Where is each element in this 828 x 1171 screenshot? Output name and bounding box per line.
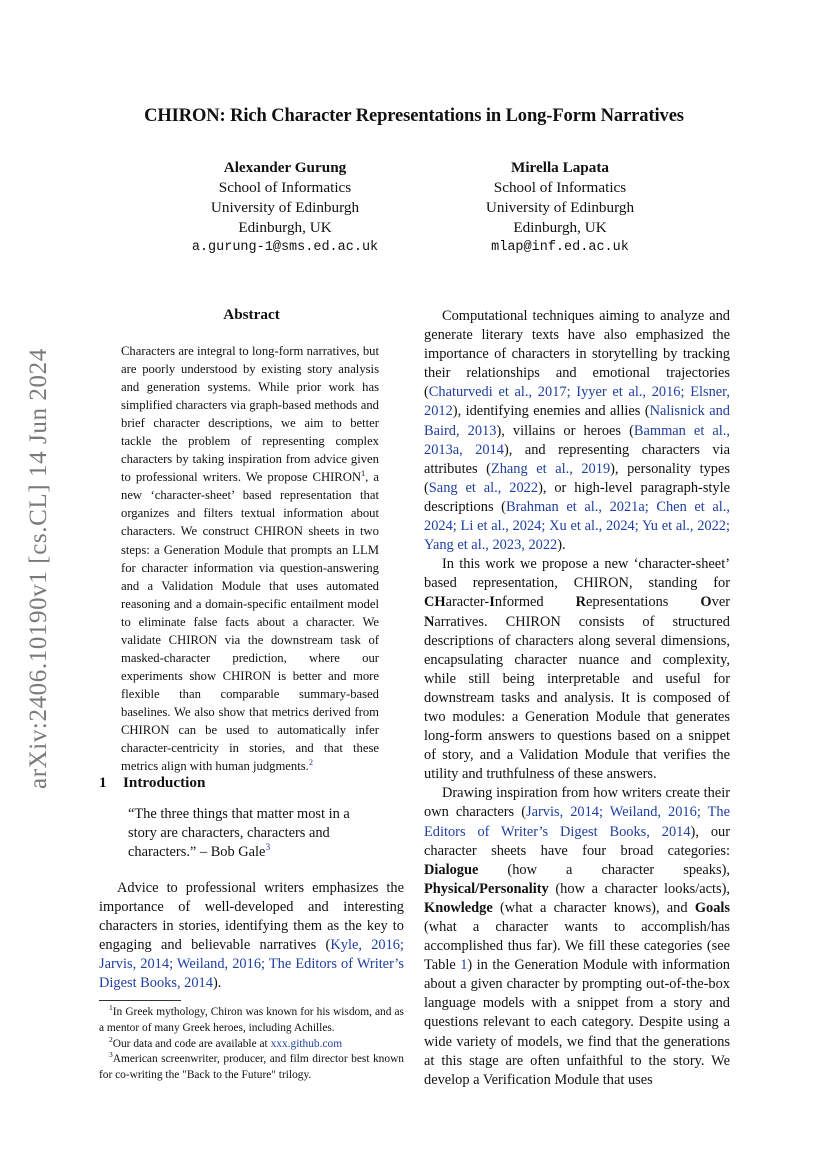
author-email[interactable]: mlap@inf.ed.ac.uk	[491, 240, 629, 255]
code-link[interactable]: xxx.github.com	[270, 1037, 343, 1050]
paragraph	[424, 307, 730, 555]
category-term: Physical/Personality	[424, 880, 549, 897]
paragraph-text: ).	[212, 975, 222, 992]
quote-text: “The three things that matter most in a story are characters, characters and characters.” – Bob Gale	[128, 806, 350, 861]
citation-link[interactable]: Nalisnick and Baird, 2013	[424, 403, 730, 439]
author-affiliation: University of Edinburgh	[210, 199, 360, 216]
citation-link[interactable]: Zhang et al., 2019	[490, 460, 611, 477]
footnotes	[99, 1005, 404, 1084]
citation-link[interactable]: Sang et al., 2022	[428, 479, 539, 496]
paragraph-text: Advice to professional writers emphasizes the importance of well-developed and interesting characters in stories, identifying them as the key to engaging and believable narratives (	[99, 880, 404, 954]
citation-link[interactable]: Jarvis, 2014; Weiland, 2016; The Editors of Writer’s Digest Books, 2014	[424, 804, 730, 840]
paragraph-text: ).	[557, 537, 566, 554]
paper-title: CHIRON: Rich Character Representations in Long-Form Narratives	[144, 106, 684, 126]
paragraph	[424, 555, 730, 784]
acronym-letter: R	[575, 594, 587, 611]
category-term: Goals	[694, 899, 730, 916]
paragraph-text: ), personality types (	[424, 460, 730, 496]
abstract-text: Characters are integral to long-form narratives, but are poorly understood by existing story analysis and generation systems. While prior work has simplified characters via graph-based methods and brief character descriptions, we aim to better tackle the problem of representing complex characters by taking inspiration from advice given to professional writers. We propose CHIRON	[121, 344, 379, 485]
footnote-number: 2	[109, 1034, 113, 1044]
paragraph-text: ) in the Generation Module with information about a given character by prompting out-of-the-box language models with a snippet from a story and questions relevant to each category. Despite using a wide variety of models, we find that the generations at this stage are often unfaithful to the story. We develop a Verification Module that uses	[424, 957, 730, 1088]
table-ref-link[interactable]: 1	[460, 957, 468, 974]
author-email[interactable]: a.gurung-1@sms.ed.ac.uk	[191, 240, 379, 255]
acronym-letter: I	[489, 594, 495, 611]
arxiv-stamp: arXiv:2406.10190v1 [cs.CL] 14 Jun 2024	[25, 348, 52, 789]
paragraph-text: ), our character sheets have four broad categories:	[424, 823, 730, 859]
intro-paragraph	[99, 879, 404, 994]
footnote-marker[interactable]: 1	[360, 469, 366, 479]
citation-link[interactable]: Bamman et al., 2013a, 2014	[424, 422, 730, 458]
paragraph-text: Drawing inspiration from how writers create their own characters (	[424, 785, 730, 821]
paragraph-text: CHIRON consists of structured descriptions of characters along several dimensions, encapsulating character nuance and complexity, while still being interpretable and useful for downstream tasks and analysis. It is composed of two modules: a Generation Module that generates long-form answers to questions based on a snippet of story, and a Validation Module that verifies the utility and truthfulness of these answers.	[424, 613, 730, 783]
abstract-heading: Abstract	[223, 306, 280, 323]
footnote-marker[interactable]: 2	[308, 757, 313, 767]
author-affiliation: School of Informatics	[218, 179, 352, 196]
paragraph-text: epresentations	[586, 594, 701, 611]
right-column	[424, 307, 730, 1090]
paragraph-text: nformed	[494, 594, 576, 611]
paragraph-text: (how a character looks/acts),	[548, 880, 730, 897]
epigraph-quote	[128, 805, 378, 863]
paragraph-text: aracter-	[445, 594, 490, 611]
section-title: Introduction	[123, 774, 206, 791]
citation-link[interactable]: Chaturvedi et al., 2017; Iyyer et al., 2016; Elsner, 2012	[424, 384, 730, 420]
footnote-text: American screenwriter, producer, and film director best known for co-writing the "Back to the Future" trilogy.	[99, 1053, 404, 1082]
section-number: 1	[99, 774, 107, 791]
footnote-1	[99, 1005, 404, 1037]
author-name: Mirella Lapata	[510, 159, 609, 176]
footnote-rule	[99, 1000, 181, 1001]
author-affiliation: Edinburgh, UK	[513, 219, 607, 236]
author-block-1	[160, 158, 410, 258]
author-affiliation: Edinburgh, UK	[238, 219, 332, 236]
section-heading	[99, 774, 205, 792]
footnote-number: 1	[109, 1003, 113, 1013]
acronym-letter: O	[700, 594, 712, 611]
author-affiliation: University of Edinburgh	[485, 199, 635, 216]
acronym-letter: CH	[424, 594, 446, 611]
paragraph-text: (how a character speaks),	[478, 861, 730, 878]
acronym-letter: N	[424, 613, 435, 630]
category-term: Knowledge	[424, 899, 493, 916]
footnote-3	[99, 1052, 404, 1084]
author-name: Alexander Gurung	[223, 159, 347, 176]
category-term: Dialogue	[424, 861, 479, 878]
paragraph-text: Computational techniques aiming to analyze and generate literary texts have also emphasized the importance of characters in storytelling by tracking their relationships and emotional trajectories (	[424, 308, 730, 401]
paragraph-text: (what a character knows), and	[492, 899, 695, 916]
citation-link[interactable]: Kyle, 2016; Jarvis, 2014; Weiland, 2016; The Editors of Writer’s Digest Books, 2014	[99, 937, 405, 992]
paragraph	[424, 784, 730, 1090]
author-affiliation: School of Informatics	[493, 179, 627, 196]
paragraph-text: In this work we propose a new ‘character-sheet’ based representation, CHIRON, standing for	[424, 556, 730, 592]
paragraph-text: ), and representing characters via attributes (	[424, 441, 730, 477]
footnote-text: In Greek mythology, Chiron was known for his wisdom, and as a mentor of many Greek heroes, including Achilles.	[99, 1006, 404, 1034]
footnote-marker[interactable]: 3	[265, 843, 271, 854]
paragraph-text: ), or high-level paragraph-style descriptions (	[424, 479, 731, 515]
abstract-text: , a new ‘character-sheet’ based representation that organizes and filters textual information about characters. We construct CHIRON sheets in two steps: a Generation Module that prompts an LLM for character information via question-answering and a Validation Module that uses automated reasoning and a domain-specific entailment model to eliminate false facts about a character. We validate CHIRON via the downstream task of masked-character prediction, where our experiments show CHIRON is better and more flexible than comparable summary-based baselines. We also show that metrics derived from CHIRON can be used to automatically infer character-centricity in stories, and that these metrics align with human judgments.	[121, 470, 379, 774]
paragraph-text: ), villains or heroes (	[496, 422, 634, 439]
paragraph-text: (what a character wants to accomplish/has accomplished thus far). We fill these categories (see Table	[424, 919, 730, 974]
author-block-2	[435, 158, 685, 258]
paragraph-text: arratives.	[434, 613, 488, 630]
footnote-2	[99, 1034, 404, 1053]
citation-link[interactable]: Brahman et al., 2021a; Chen et al., 2024; Li et al., 2024; Xu et al., 2024; Yu et al., 2022; Yang et al., 2023, 2022	[424, 498, 730, 554]
paragraph-text: ver	[711, 594, 730, 611]
paragraph-text: ), identifying enemies and allies (	[452, 403, 650, 420]
footnote-text: Our data and code are available at	[112, 1037, 271, 1050]
footnote-number: 3	[109, 1050, 113, 1060]
abstract-body	[121, 342, 379, 775]
